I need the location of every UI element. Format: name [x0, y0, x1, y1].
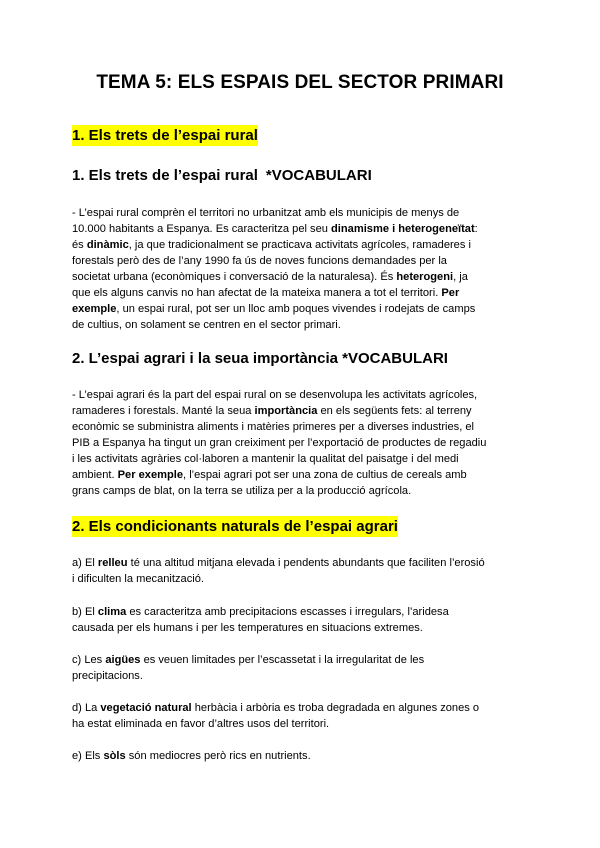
item-b	[72, 604, 532, 636]
document-title: TEMA 5: ELS ESPAIS DEL SECTOR PRIMARI	[96, 72, 504, 93]
bold-term: Per	[441, 287, 460, 299]
text-line: b) El clima es caracteritza amb precipitacions escasses i irregulars, l’aridesa	[72, 606, 449, 618]
text-line: que els alguns canvis no han afectat de la mateixa manera a tot el territori. Per	[72, 287, 460, 299]
text-line: c) Les aigües es veuen limitades per l’escassetat i la irregularitat de les	[72, 654, 425, 666]
text-line: i dificulten la mecanització.	[72, 573, 204, 585]
text-line: i les activitats agràries col·laboren a mantenir la qualitat del paisatge i del medi	[72, 453, 459, 465]
text-line: ha estat eliminada en favor d’altres usos del territori.	[72, 718, 330, 730]
section-2-heading: 2. Els condicionants naturals de l’espai agrari	[72, 518, 398, 535]
text-line: d) La vegetació natural herbàcia i arbòria es troba degradada en algunes zones o	[72, 702, 480, 714]
bold-term: Per exemple	[117, 469, 184, 481]
text-line: causada per els humans i per les temperatures en situacions extremes.	[72, 622, 423, 634]
bold-term: dinamisme i heterogeneïtat	[331, 223, 475, 235]
section-2-paragraph	[72, 387, 532, 499]
bold-term: vegetació natural	[100, 702, 192, 714]
section-1-paragraph	[72, 205, 532, 333]
bold-term: sòls	[103, 750, 126, 762]
section-1-subheading	[72, 166, 372, 185]
text-line: 10.000 habitants a Espanya. Es caracteritza pel seu dinamisme i heterogeneïtat:	[72, 223, 478, 235]
text-line: societat urbana (econòmiques i conversació de la naturalesa). És heterogeni, ja	[72, 271, 468, 283]
text-line: - L’espai rural comprèn el territori no urbanitzat amb els municipis de menys de	[72, 207, 460, 219]
text-line: ramaderes i forestals. Manté la seua importància en els següents fets: al terreny	[72, 405, 472, 417]
text-line: precipitacions.	[72, 670, 143, 682]
text-line: forestals però des de l’any 1990 fa ús de noves funcions demandades per la	[72, 255, 447, 267]
text-line: grans camps de blat, on la terra se utiliza per a la producció agrícola.	[72, 485, 412, 497]
text-line: econòmic se subministra aliments i matèries primeres per a diverses industries, el	[72, 421, 474, 433]
bold-term: clima	[97, 606, 127, 618]
text-line: exemple, un espai rural, pot ser un lloc amb poques vivendes i rodejats de camps	[72, 303, 476, 315]
text-line: PIB a Espanya ha tingut un gran creiximent per l’exportació de productes de regadiu	[72, 437, 487, 449]
item-c	[72, 652, 532, 684]
subheading-label: 2. L’espai agrari i la seua importància	[72, 350, 338, 367]
bold-term: exemple	[72, 303, 117, 315]
bold-term: dinàmic	[86, 239, 129, 251]
text-line: de cultius, on solament se centren en el sector primari.	[72, 319, 341, 331]
text-line: a) El relleu té una altitud mitjana elevada i pendents abundants que faciliten l’erosió	[72, 557, 485, 569]
vocabulary-note: *VOCABULARI	[265, 167, 372, 184]
text-line: és dinàmic, ja que tradicionalment se practicava activitats agrícoles, ramaderes i	[72, 239, 471, 251]
bold-term: aigües	[105, 654, 141, 666]
bold-term: importància	[254, 405, 318, 417]
section-1-heading: 1. Els trets de l’espai rural	[72, 127, 258, 144]
section-2-subheading	[72, 349, 448, 368]
item-a	[72, 555, 532, 587]
bold-term: heterogeni	[396, 271, 454, 283]
item-e	[72, 748, 532, 764]
text-line: - L’espai agrari és la part del espai rural on se desenvolupa les activitats agrícoles,	[72, 389, 478, 401]
vocabulary-note: *VOCABULARI	[342, 350, 448, 367]
bold-term: relleu	[97, 557, 128, 569]
text-line: e) Els sòls són mediocres però rics en nutrients.	[72, 750, 311, 762]
text-line: ambient. Per exemple, l’espai agrari pot ser una zona de cultius de cereals amb	[72, 469, 467, 481]
subheading-label: 1. Els trets de l’espai rural	[72, 167, 258, 184]
item-d	[72, 700, 532, 732]
